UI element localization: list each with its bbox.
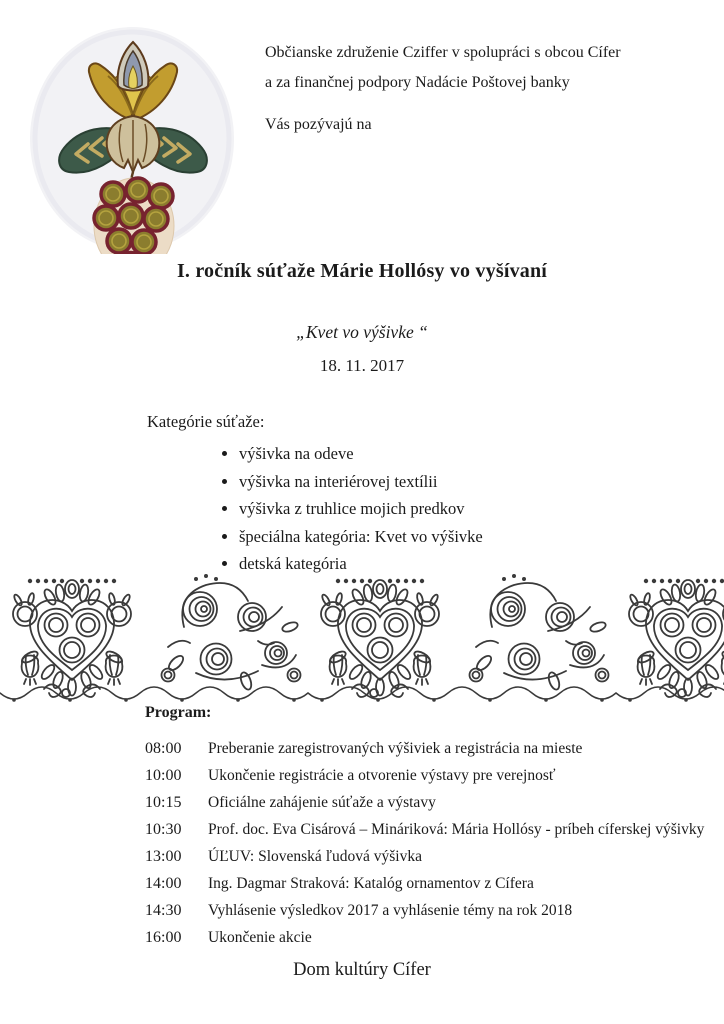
program-row <box>145 735 705 762</box>
category-item: • výšivka na odeve <box>239 440 483 468</box>
organizer-line-2: a za finančnej podpory Nadácie Poštovej banky <box>265 74 570 91</box>
category-item: • výšivka z truhlice mojich predkov <box>239 495 483 523</box>
organizer-block <box>265 38 705 140</box>
program-row <box>145 843 705 870</box>
program-row <box>145 897 705 924</box>
invite-line: Vás pozývajú na <box>265 116 372 133</box>
program-row <box>145 816 705 843</box>
program-desc: Ukončenie akcie <box>208 929 312 946</box>
program-desc: Ing. Dagmar Straková: Katalóg ornamentov z Cífera <box>208 875 534 892</box>
event-subtitle: „Kvet vo výšivke “ <box>296 322 428 342</box>
program-label: Program: <box>145 704 212 721</box>
program-time: 10:15 <box>145 794 182 811</box>
program-time: 14:00 <box>145 875 182 892</box>
program-desc: Oficiálne zahájenie súťaže a výstavy <box>208 794 436 811</box>
program-desc: Ukončenie registrácie a otvorenie výstavy pre verejnosť <box>208 767 556 784</box>
program-desc: ÚĽUV: Slovenská ľudová výšivka <box>208 848 422 865</box>
embroidered-flower-emblem <box>28 26 238 254</box>
venue-name: Dom kultúry Cífer <box>293 960 431 980</box>
categories-section <box>147 412 483 578</box>
program-row <box>145 870 705 897</box>
category-item: • výšivka na interiérovej textílii <box>239 468 483 496</box>
program-row <box>145 924 705 951</box>
embroidered-flower-icon <box>28 26 238 254</box>
program-time: 13:00 <box>145 848 182 865</box>
program-time: 10:30 <box>145 821 182 838</box>
program-time: 08:00 <box>145 740 182 757</box>
program-desc: Vyhlásenie výsledkov 2017 a vyhlásenie témy na rok 2018 <box>208 902 573 919</box>
folk-embroidery-border-icon <box>0 567 724 703</box>
category-item: • detská kategória <box>239 550 483 578</box>
program-section <box>145 704 705 951</box>
program-time: 16:00 <box>145 929 182 946</box>
program-desc: Preberanie zaregistrovaných výšiviek a registrácia na mieste <box>208 740 583 757</box>
event-title: I. ročník súťaže Márie Hollósy vo vyšívaní <box>176 260 548 282</box>
program-desc: Prof. doc. Eva Cisárová – Mináriková: Mária Hollósy - príbeh cíferskej výšivky <box>208 821 705 838</box>
program-time: 10:00 <box>145 767 182 784</box>
category-item: • špeciálna kategória: Kvet vo výšivke <box>239 523 483 551</box>
organizer-line-1: Občianske združenie Cziffer v spolupráci s obcou Cífer <box>265 44 621 61</box>
program-time: 14:30 <box>145 902 182 919</box>
program-list <box>145 735 705 951</box>
program-row <box>145 762 705 789</box>
categories-label: Kategórie súťaže: <box>147 412 265 431</box>
event-date: 18. 11. 2017 <box>319 356 405 375</box>
program-row <box>145 789 705 816</box>
categories-list <box>223 440 483 578</box>
embroidery-border <box>0 567 724 703</box>
